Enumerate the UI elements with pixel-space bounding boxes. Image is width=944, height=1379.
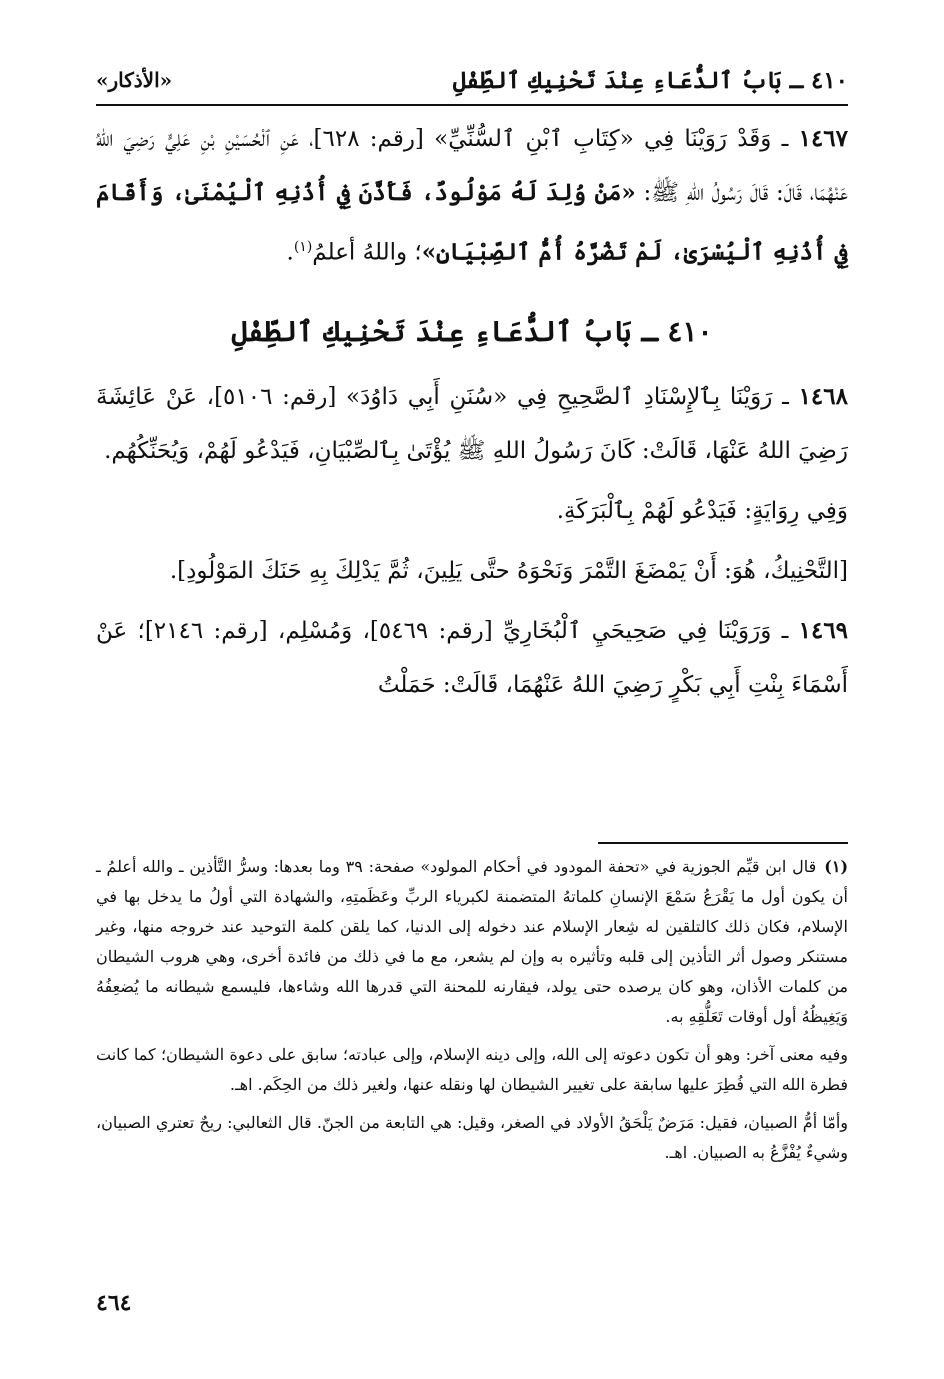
- hadith-1469: [96, 604, 848, 712]
- footnote-1-part-2: وفيه معنى آخر: وهو أن تكون دعوته إلى الله، وإلى دينه الإسلام، وإلى عبادته؛ سابق على دعوة الشيطان؛ كما كانت فطرة الله التي فُطِرَ عليها سابقة على تغيير الشيطان لها ونقله عنها، ولغير ذلك من الحِكَم. اهـ.: [96, 1045, 849, 1094]
- footnote-text: قال ابن قيِّم الجوزية في «تحفة المودود في أحكام المولود» صفحة: ٣٩ وما بعدها: وسرُّ التَّأذين ـ والله أعلمُ ـ أن يكون أول ما يَقْرَعُ سَمْعَ الإنسانِ كلماتهُ المتضمنة لكبرياء الربِّ وعَظَمتِهِ، والشهادة التي أولُ ما يدخل بها في الإسلام، فكان ذلك كالتلقين له شِعار الإسلام عند دخوله إلى الدنيا، كما يلقن كلمة التوحيد عند خروجه منها، وغير مستنكر وصول أثر التأذين إلى قلبه وتأثيره به وإن لم يشعر، مع ما في ذلك من فائدة أخرى، وهي هروب الشيطان من كلمات الأذان، وهو كان يرصده حتى يولد، فيقارنه للمحنة التي قدرها الله وشاءها، فليسمع شيطانه ما يُضعِفُهُ وَيَغِيظُهُ أول أوقات تَعَلُّقِهِ به.: [96, 857, 848, 1026]
- tahnik-definition: [التَّحْنِيكُ، هُوَ: أَنْ يَمْضَغَ التَّمْرَ وَنَحْوَهُ حتَّى يَلِينَ، ثُمَّ يَدْلِكَ بِهِ حَنَكَ المَوْلُودِ].: [169, 557, 848, 584]
- hadith-1468: [96, 370, 848, 478]
- hadith-number: ١٤٦٨: [798, 382, 848, 410]
- hadith-quote: «مَنْ وُلِدَ لَهُ مَوْلُودٌ، فَأَذَّنَ فِي أُذُنِهِ ٱلْيُمْنَىٰ، وَأَقَامَ فِي أُذُنِهِ ٱلْيُسْرَىٰ، لَمْ تَضُرَّهُ أُمُّ ٱلصِّبْيَانِ»: [96, 179, 848, 266]
- chapter-heading: ٤١٠ ـ بَابُ ٱلدُّعَاءِ عِنْدَ تَحْنِيكِ ٱلطِّفْلِ: [231, 314, 713, 348]
- main-text: [96, 112, 848, 718]
- footnote-1-part-1: [96, 852, 848, 1032]
- hadith-end: .: [286, 239, 294, 266]
- footnote-ref[interactable]: (١): [293, 239, 313, 255]
- running-header: [96, 56, 848, 106]
- hadith-text: ـ وَرَوَيْنَا فِي صَحِيحَيِ ٱلْبُخَارِيِّ [رقم: ٥٤٦٩]، وَمُسْلِم، [رقم: ٢١٤٦]؛ عَنْ أَسْمَاءَ بِنْتِ أَبِي بَكْرٍ رَضِيَ اللهُ عَنْهُمَا، قَالَتْ: حَمَلْتُ: [96, 617, 848, 698]
- hadith-tail: ؛ واللهُ أعلمُ: [312, 239, 422, 266]
- footnote-separator: [598, 842, 848, 844]
- header-book-title: «الأذكار»: [96, 68, 173, 92]
- header-chapter-title: ٤١٠ ـ بَابُ ٱلدُّعَاءِ عِنْدَ تَحْنِيكِ ٱلطِّفْلِ: [452, 66, 848, 94]
- hadith-intro: ـ وَقَدْ رَوَيْنَا فِي «كِتَابِ ٱبْنِ ٱلسُّنِّيِّ» [رقم: ٦٢٨]، عَنِ ٱلْحُسَيْنِ بْنِ عَلِيٍّ رَضِيَ اللهُ عَنْهُمَا، قَالَ: قَالَ رَسُولُ اللهِ ﷺ:: [96, 126, 848, 206]
- hadith-1467: [96, 112, 848, 280]
- footnote-1-part-3: وأمّا أمُّ الصبيان، فقيل: مَرَضٌ يَلْحَقُ الأولاد في الصغر، وقيل: هي التابعة من الجنّ. قال الثعالبي: ريحٌ تعتري الصبيان، وشيءٌ يُفْزَّعُ به الصبيان. اهـ.: [96, 1113, 848, 1162]
- hadith-number: ١٤٦٧: [798, 125, 849, 152]
- footnote-number: (١): [824, 857, 849, 876]
- page-number: ٤٦٤: [96, 1290, 132, 1316]
- hadith-text: ـ رَوَيْنَا بِٱلإِسْنَادِ ٱلصَّحِيحِ فِي «سُنَنِ أَبِي دَاوُدَ» [رقم: ٥١٠٦]، عَنْ عَائِشَةَ رَضِيَ اللهُ عَنْهَا، قَالَتْ: كَانَ رَسُولُ اللهِ ﷺ يُؤْتَىٰ بِٱلصِّبْيَانِ، فَيَدْعُو لَهُمْ، وَيُحَنِّكُهُم.: [96, 383, 848, 464]
- narration-variant: وَفِي رِوَايَةٍ: فَيَدْعُو لَهُمْ بِٱلْبَرَكَةِ.: [556, 497, 848, 524]
- footnotes: [96, 852, 848, 1176]
- hadith-number: ١٤٦٩: [798, 616, 849, 644]
